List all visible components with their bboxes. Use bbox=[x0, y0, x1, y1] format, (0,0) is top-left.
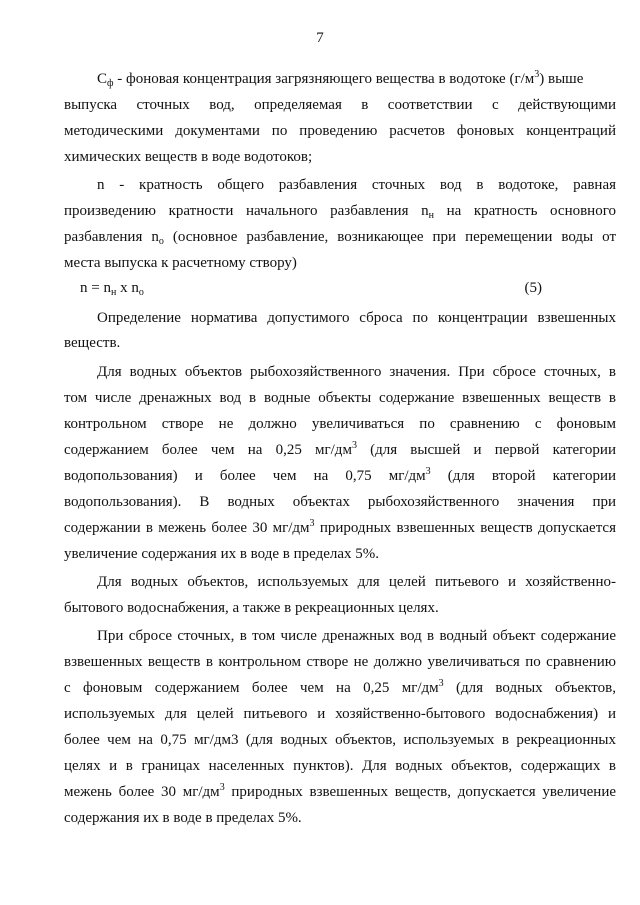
text-span: (для второй категории bbox=[430, 468, 616, 484]
text-span: разбавления n bbox=[64, 229, 159, 245]
text-line: Определение норматива допустимого сброса по концентрации взвешенных bbox=[97, 310, 616, 326]
text-line: контрольном створе не должно увеличиваться по сравнению с фоновым bbox=[64, 416, 616, 432]
text-span: с фоновым содержанием более чем на 0,25 мг/дм bbox=[64, 680, 439, 696]
symbol-c: С bbox=[97, 71, 108, 87]
text-line bbox=[64, 783, 616, 801]
text-line: n - кратность общего разбавления сточных вод в водотоке, равная bbox=[97, 177, 616, 193]
subscript: ф bbox=[107, 78, 114, 89]
text-line bbox=[64, 202, 616, 220]
subscript: н bbox=[428, 210, 434, 221]
text-line: увеличение содержания их в воде в пределах 5%. bbox=[64, 546, 380, 562]
text-span: произведению кратности начального разбавления n bbox=[64, 203, 429, 219]
text-line: водопользования). В водных объектах рыбохозяйственного значения при bbox=[64, 494, 616, 510]
text-line bbox=[64, 679, 616, 697]
text-line: выпуска сточных вод, определяемая в соответствии с действующими bbox=[64, 97, 616, 113]
text-line: места выпуска к расчетному створу) bbox=[64, 255, 297, 271]
text-span: природных взвешенных веществ, допускается увеличение bbox=[224, 784, 616, 800]
superscript: 3 bbox=[351, 440, 357, 451]
formula bbox=[80, 279, 542, 297]
text-line: методическими документами по проведению расчетов фоновых концентраций bbox=[64, 123, 616, 139]
text-span: (для высшей и первой категории bbox=[356, 442, 616, 458]
superscript: 3 bbox=[438, 678, 444, 689]
superscript: 3 bbox=[425, 466, 431, 477]
text-line: используемых для целей питьевого и хозяйственно-бытового водоснабжения) и bbox=[64, 706, 616, 722]
text-span: содержанием более чем на 0,25 мг/дм bbox=[64, 442, 352, 458]
text-line: взвешенных веществ в контрольном створе не должно увеличиваться по сравнению bbox=[64, 654, 616, 670]
text-line bbox=[64, 467, 616, 485]
equation-number: (5) bbox=[524, 280, 542, 296]
text-line: том числе дренажных вод в водные объекты содержание взвешенных веществ в bbox=[64, 390, 616, 406]
text-span: водопользования) и более чем на 0,75 мг/дм bbox=[64, 468, 426, 484]
subscript: о bbox=[138, 287, 144, 298]
text-line: содержания их в воде в пределах 5%. bbox=[64, 810, 302, 826]
text-line: веществ. bbox=[64, 335, 121, 351]
text-span: содержании в межень более 30 мг/дм bbox=[64, 520, 310, 536]
text-line bbox=[64, 441, 616, 459]
page-number: 7 bbox=[316, 30, 324, 46]
text-line: Для водных объектов рыбохозяйственного значения. При сбросе сточных, в bbox=[97, 364, 616, 380]
superscript: 3 bbox=[219, 782, 225, 793]
text-span: (основное разбавление, возникающее при перемещении воды от bbox=[163, 229, 616, 245]
text-line: целях и в границах населенных пунктов). Для водных объектов, содержащих в bbox=[64, 758, 616, 774]
text-line bbox=[64, 228, 616, 246]
text-span: межень более 30 мг/дм bbox=[64, 784, 220, 800]
superscript: 3 bbox=[309, 518, 315, 529]
formula-text: n = n bbox=[80, 280, 111, 296]
text-line bbox=[64, 519, 616, 537]
superscript: 3 bbox=[534, 69, 540, 80]
text-span: на кратность основного bbox=[433, 203, 616, 219]
text-line bbox=[97, 70, 616, 88]
text-line: более чем на 0,75 мг/дм3 (для водных объектов, используемых в рекреационных bbox=[64, 732, 616, 748]
text-span: - фоновая концентрация загрязняющего вещества в водотоке (г/м bbox=[113, 71, 535, 87]
text-line: Для водных объектов, используемых для целей питьевого и хозяйственно- bbox=[97, 574, 616, 590]
text-span: (для водных объектов, bbox=[443, 680, 616, 696]
text-span: ) выше bbox=[539, 71, 584, 87]
subscript: о bbox=[158, 236, 164, 247]
subscript: н bbox=[110, 287, 117, 298]
text-line: химических веществ в воде водотоков; bbox=[64, 149, 313, 165]
text-line: бытового водоснабжения, а также в рекреационных целях. bbox=[64, 600, 439, 616]
text-line: При сбросе сточных, в том числе дренажных вод в водный объект содержание bbox=[97, 628, 616, 644]
formula-text: x n bbox=[116, 280, 139, 296]
text-span: природных взвешенных веществ допускается bbox=[314, 520, 616, 536]
